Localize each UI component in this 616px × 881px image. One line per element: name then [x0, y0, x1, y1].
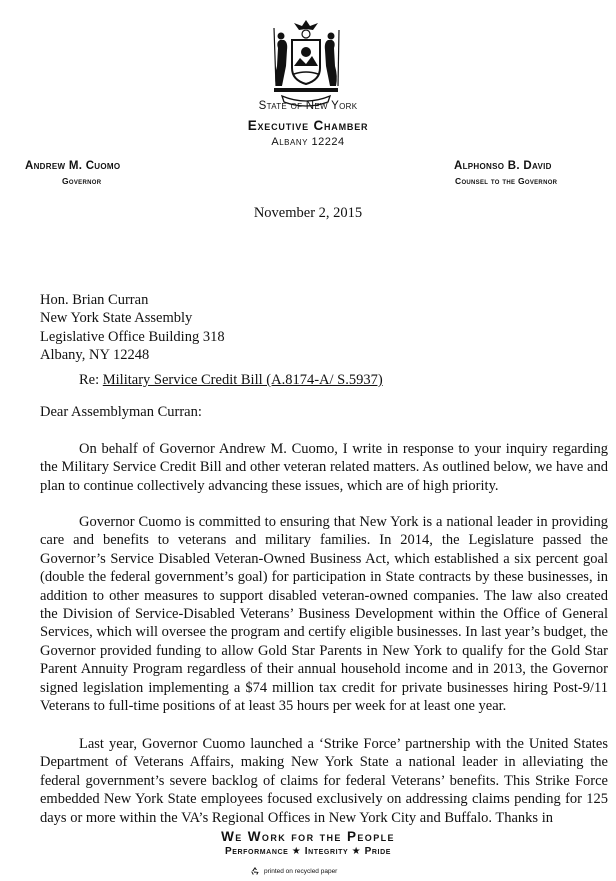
recycle-icon	[250, 866, 260, 876]
new-york-state-seal-icon	[268, 18, 344, 110]
address-line: Legislative Office Building 318	[40, 328, 225, 345]
counsel-title: Counsel to the Governor	[455, 176, 558, 186]
city-heading: Albany 12224	[271, 136, 345, 148]
salutation: Dear Assemblyman Curran:	[40, 404, 202, 420]
address-line: New York State Assembly	[40, 310, 193, 327]
executive-chamber-heading: Executive Chamber	[247, 118, 369, 133]
counsel-name: Alphonso B. David	[454, 160, 552, 172]
governor-title: Governor	[62, 176, 102, 186]
recycled-note	[250, 866, 337, 876]
body-paragraph: Last year, Governor Cuomo launched a ‘Strike Force’ partnership with the United States Department of Veterans Affairs, making New York State a national leader in alleviating the federal government’s severe backlog of claims for federal Veterans’ benefits. This Strike Force embedded New York State employees focused exclusively on addressing claims pending for 125 days or more within the VA’s Regional Offices in New York City and Buffalo. Thanks in	[40, 736, 608, 826]
body-paragraph: Governor Cuomo is committed to ensuring that New York is a national leader in providing care and benefits to veterans and military families. In 2014, the Legislature passed the Governor’s Service Disabled Veteran-Owned Business Act, which established a six percent goal (double the federal government’s goal) for participation in State contracts by these businesses, in addition to other measures to support disabled veteran-owned companies. The law also created the Division of Service-Disabled Veterans’ Business Development within the Office of General Services, which will oversee the program and certify eligible businesses. In last year’s budget, the Governor provided funding to allow Gold Star Parents in New York to qualify for the Gold Star Parent Annuity Program regardless of their annual household income and in 2013, the Governor signed legislation implementing a $74 million tax credit for private businesses hiring Post-9/11 Veterans to full-time positions of at least 35 hours per week for at least one year.	[40, 514, 608, 715]
governor-name: Andrew M. Cuomo	[25, 160, 121, 172]
footer-motto: We Work for the People	[221, 829, 395, 844]
footer-values: Performance ★ Integrity ★ Pride	[224, 846, 392, 857]
re-line	[79, 371, 383, 389]
re-prefix: Re:	[79, 372, 100, 388]
body-paragraph: On behalf of Governor Andrew M. Cuomo, I write in response to your inquiry regarding the Military Service Credit Bill and other veteran related matters. As outlined below, we have and plan to continue collectively advancing these issues, which are of high priority.	[40, 441, 608, 494]
letter-date: November 2, 2015	[253, 205, 363, 221]
recycled-note-text: printed on recycled paper	[264, 867, 338, 875]
address-line: Albany, NY 12248	[40, 347, 150, 364]
recipient-address	[40, 291, 580, 365]
re-subject: Military Service Credit Bill (A.8174-A/ S.5937)	[102, 372, 383, 388]
address-line: Hon. Brian Curran	[40, 292, 149, 308]
state-heading: State of New York	[258, 100, 358, 112]
